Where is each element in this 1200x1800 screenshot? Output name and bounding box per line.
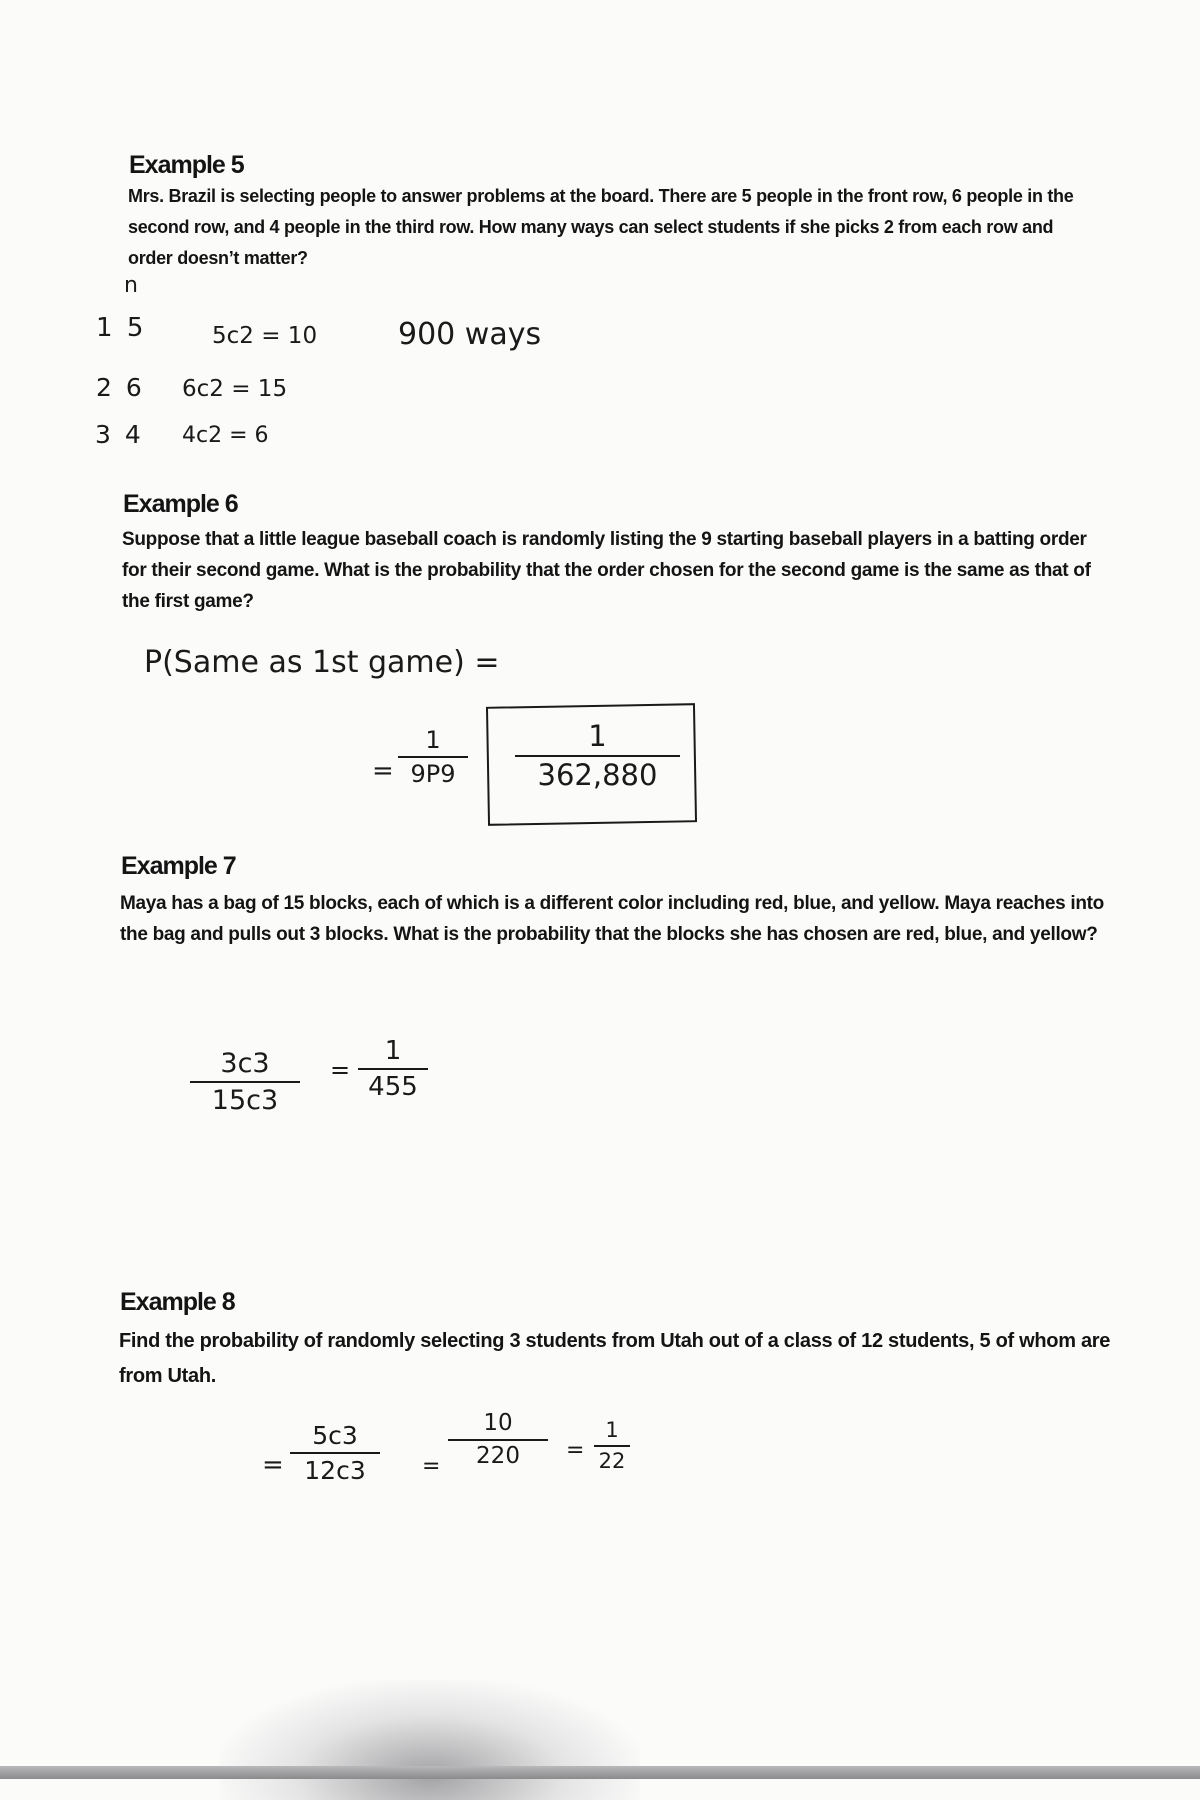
example-5-n-label: n xyxy=(124,273,138,298)
example-5-title: Example 5 xyxy=(129,151,244,179)
example-5-answer: 900 ways xyxy=(398,317,542,352)
denominator: 362,880 xyxy=(537,758,658,792)
example-6-fraction-answer xyxy=(515,719,680,792)
fraction-bar xyxy=(290,1452,380,1454)
row-count: 5 xyxy=(126,313,144,343)
example-5-row-1 xyxy=(96,315,143,341)
numerator: 1 xyxy=(384,1036,402,1066)
example-8-fraction-combo xyxy=(290,1423,380,1483)
fraction-bar xyxy=(190,1081,300,1083)
denominator: 22 xyxy=(598,1449,626,1473)
example-5-row-2 xyxy=(96,375,142,400)
numerator: 1 xyxy=(605,1418,619,1442)
fraction-bar xyxy=(448,1439,548,1441)
example-8-equals-2: = xyxy=(422,1454,441,1479)
example-5-combo-3: 4c2 = 6 xyxy=(182,423,269,448)
row-count: 6 xyxy=(125,373,142,402)
example-5-combo-1: 5c2 = 10 xyxy=(212,323,318,349)
example-6-problem: Suppose that a little league baseball coach is randomly listing the 9 starting baseball players in a batting order for their second game. What is the probability that the order chosen for the second game is the same as that of the first game? xyxy=(122,529,1091,612)
example-6-equals: = xyxy=(372,756,394,786)
fraction-bar xyxy=(398,756,468,758)
example-8-equals-3: = xyxy=(566,1438,585,1463)
example-7-fraction-answer xyxy=(358,1038,428,1100)
example-8-title: Example 8 xyxy=(120,1288,235,1316)
example-8-fraction-value xyxy=(448,1412,548,1468)
example-5-row-3 xyxy=(95,422,141,447)
example-7-fraction-combo xyxy=(190,1050,300,1114)
example-7-title: Example 7 xyxy=(121,852,236,880)
row-number: 2 xyxy=(96,373,112,402)
example-6-probability-line: P(Same as 1st game) = xyxy=(144,645,500,680)
denominator: 9P9 xyxy=(410,760,456,788)
example-5-problem: Mrs. Brazil is selecting people to answer problems at the board. There are 5 people in the front row, 6 people in the second row, and 4 people in the third row. How many ways can select students if she picks 2 from each row and order doesn’t matter? xyxy=(128,186,1074,268)
example-5-combo-2: 6c2 = 15 xyxy=(182,376,288,402)
fraction-bar xyxy=(515,755,680,757)
example-7-equals: = xyxy=(330,1056,351,1084)
numerator: 1 xyxy=(588,719,607,753)
denominator: 12c3 xyxy=(304,1456,366,1485)
numerator: 1 xyxy=(425,726,441,754)
example-6-fraction-perm xyxy=(398,728,468,786)
numerator: 5c3 xyxy=(312,1421,358,1450)
numerator: 3c3 xyxy=(220,1048,270,1079)
denominator: 220 xyxy=(476,1443,520,1469)
example-6-title: Example 6 xyxy=(123,490,238,518)
example-8-equals-1: = xyxy=(262,1450,284,1480)
fraction-bar xyxy=(594,1445,630,1447)
denominator: 15c3 xyxy=(211,1085,279,1116)
page-bottom-edge xyxy=(0,1766,1200,1779)
row-number: 1 xyxy=(96,313,113,343)
photo-shadow xyxy=(220,1680,640,1800)
row-number: 3 xyxy=(95,420,111,449)
example-7-problem: Maya has a bag of 15 blocks, each of which is a different color including red, blue, and yellow. Maya reaches into the bag and pulls out 3 blocks. What is the probability that the blocks she has chosen are red, blue, and yellow? xyxy=(120,893,1104,945)
row-count: 4 xyxy=(124,420,141,449)
example-8-problem: Find the probability of randomly selecting 3 students from Utah out of a class of 12 students, 5 of whom are from Utah. xyxy=(119,1330,1111,1387)
fraction-bar xyxy=(358,1068,428,1070)
denominator: 455 xyxy=(368,1072,418,1102)
numerator: 10 xyxy=(483,1410,513,1436)
example-8-fraction-answer xyxy=(594,1420,630,1472)
